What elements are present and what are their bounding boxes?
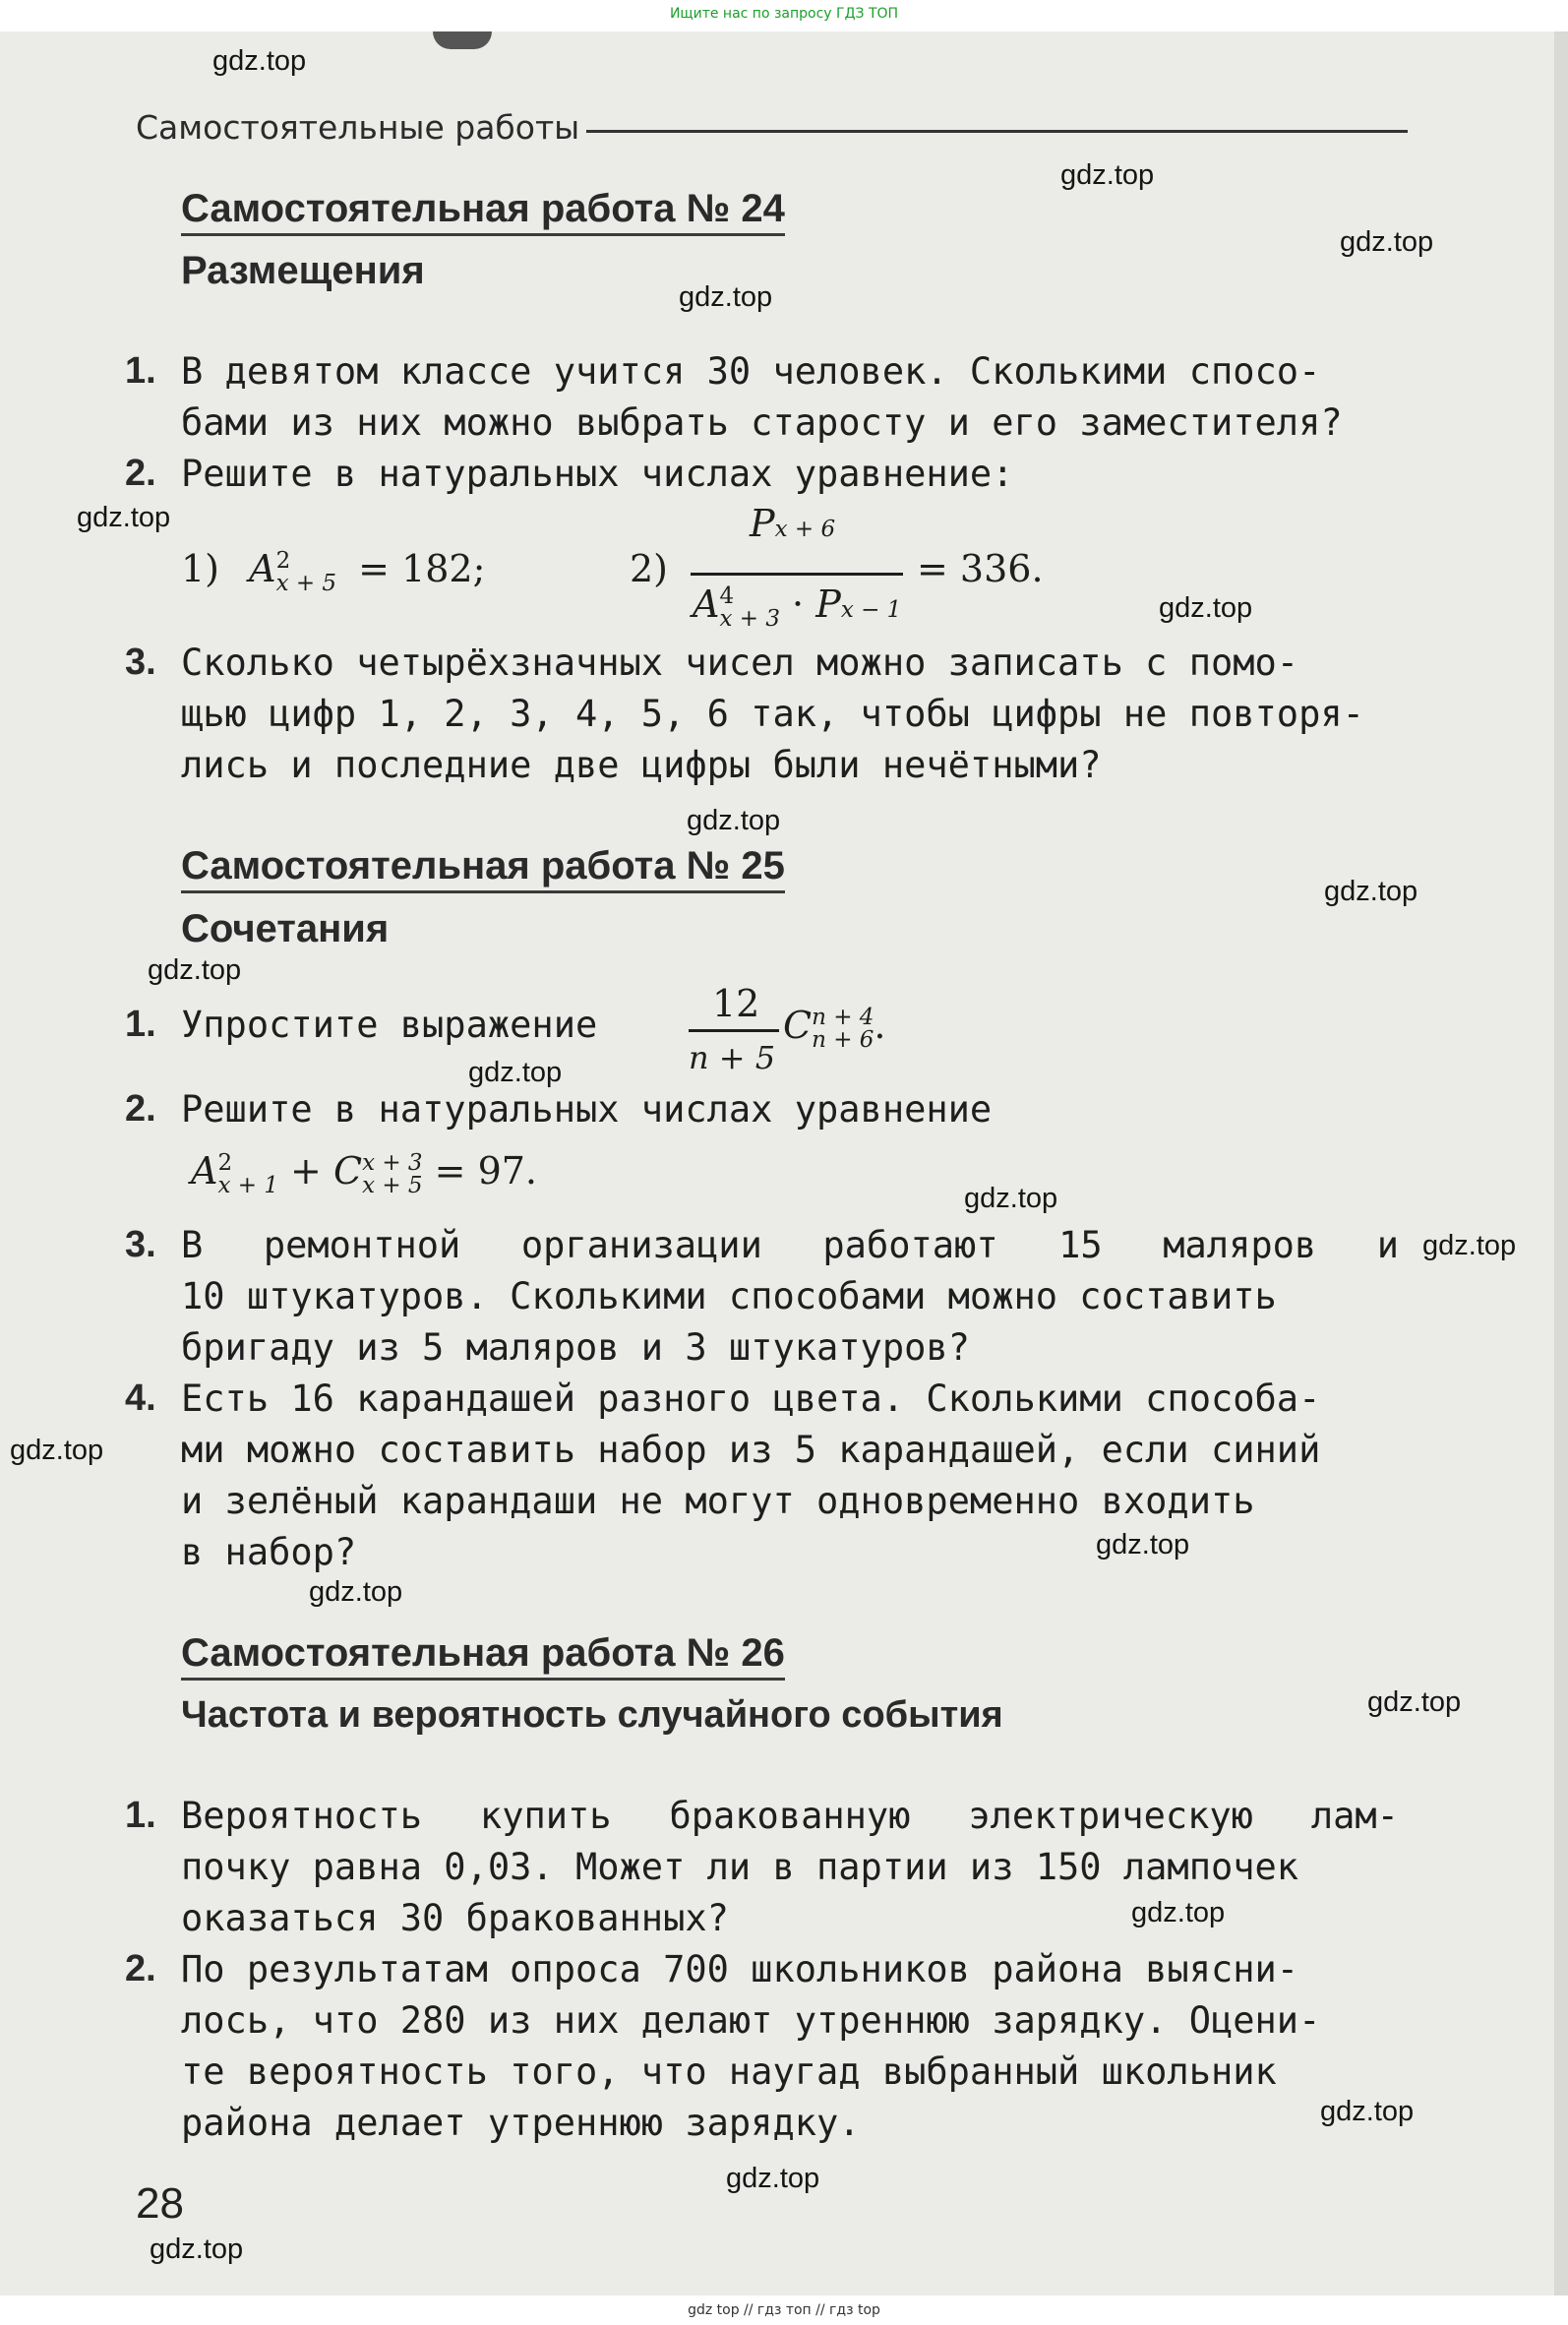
s26-problem-2-line-2: лось, что 280 из них делают утреннюю зарядку. Оцени- — [181, 1999, 1321, 2042]
watermark: gdz.top — [150, 2233, 244, 2265]
s24-problem-2-number: 2. — [125, 453, 156, 494]
eq2-num-sub: x + 6 — [774, 517, 836, 542]
section-25-title: Сочетания — [181, 907, 390, 950]
s26-problem-2-line-1: По результатам опроса 700 школьников района выясни- — [181, 1948, 1299, 1990]
watermark: gdz.top — [1324, 876, 1418, 907]
s25-problem-4-line-3: и зелёный карандаши не могут одновременно входить — [181, 1480, 1255, 1522]
word: организации — [520, 1224, 762, 1266]
s25-eq-A-sub: x + 1 — [217, 1172, 278, 1198]
s25-eq-C: C — [332, 1149, 363, 1193]
section-25-number: Самостоятельная работа № 25 — [181, 844, 785, 893]
word: и — [1376, 1224, 1399, 1266]
s25-eq-plus: + — [290, 1149, 322, 1193]
s25-C: C — [783, 1004, 813, 1047]
s24-problem-3-line-1: Сколько четырёхзначных чисел можно записать с помо- — [181, 642, 1299, 684]
watermark: gdz.top — [148, 954, 242, 986]
watermark: gdz.top — [468, 1057, 563, 1088]
word: маляров — [1163, 1224, 1317, 1266]
section-24-title: Размещения — [181, 249, 425, 292]
watermark: gdz.top — [726, 2163, 820, 2194]
s24-equation-2-label: 2) — [630, 547, 669, 590]
s24-problem-1-number: 1. — [125, 350, 156, 392]
eq2-den-P-sub: x − 1 — [840, 597, 902, 623]
eq2-den-P: P — [815, 582, 841, 626]
eq1-rhs: = 182; — [358, 547, 486, 590]
s25-eq-A: A — [191, 1149, 218, 1193]
s25-equation — [191, 1149, 537, 1197]
word: купить — [479, 1795, 612, 1837]
word: бракованную — [669, 1795, 911, 1837]
section-26-number: Самостоятельная работа № 26 — [181, 1631, 785, 1681]
s25-fraction-bar — [689, 1029, 779, 1032]
s24-problem-3-number: 3. — [125, 642, 156, 683]
s26-problem-1-number: 1. — [125, 1795, 156, 1836]
s25-problem-3-line-1 — [181, 1224, 1399, 1266]
word: 15 — [1058, 1224, 1103, 1266]
watermark: gdz.top — [1367, 1686, 1462, 1718]
s26-problem-2-number: 2. — [125, 1948, 156, 1989]
watermark: gdz.top — [1131, 1897, 1226, 1928]
s24-equation-2-denominator — [693, 582, 901, 631]
eq1-sup: 2 — [275, 547, 291, 574]
eq1-sub: x + 5 — [275, 570, 337, 596]
s24-equation-1 — [181, 547, 485, 595]
s25-problem-1-number: 1. — [125, 1004, 156, 1045]
bottom-banner-text[interactable]: gdz top // гдз топ // гдз top — [688, 2302, 880, 2318]
s26-problem-1-line-1 — [181, 1795, 1399, 1837]
watermark: gdz.top — [1340, 226, 1434, 258]
s25-eq-rhs: = 97. — [434, 1149, 538, 1193]
s25-eq-A-sup: 2 — [217, 1149, 233, 1176]
eq2-num-P: P — [750, 502, 775, 545]
eq2-den-sub: x + 3 — [719, 605, 780, 632]
page-header: Самостоятельные работы — [136, 108, 580, 147]
watermark: gdz.top — [1320, 2096, 1415, 2127]
watermark: gdz.top — [1422, 1230, 1517, 1261]
s25-C-sub: n + 6 — [812, 1026, 874, 1053]
s26-problem-2-line-3: те вероятность того, что наугад выбранный школьник — [181, 2050, 1277, 2093]
s25-problem-2-text: Решите в натуральных числах уравнение — [181, 1088, 993, 1131]
eq1-A: A — [249, 547, 276, 590]
s25-C-sup: n + 4 — [812, 1004, 874, 1030]
watermark: gdz.top — [1159, 592, 1253, 624]
s25-problem-4-number: 4. — [125, 1377, 156, 1419]
eq2-den-dot: · — [792, 582, 805, 626]
s26-problem-1-line-3: оказаться 30 бракованных? — [181, 1897, 729, 1939]
top-banner[interactable] — [0, 0, 1568, 31]
eq2-den-sup: 4 — [719, 582, 735, 609]
s25-end-period: . — [874, 1004, 886, 1047]
s25-problem-4-line-1: Есть 16 карандашей разного цвета. Сколькими способа- — [181, 1377, 1321, 1420]
s25-combination-expression — [783, 1004, 886, 1052]
watermark: gdz.top — [679, 281, 773, 313]
word: ремонтной — [263, 1224, 461, 1266]
s24-problem-3-line-2: щью цифр 1, 2, 3, 4, 5, 6 так, чтобы цифры не повторя- — [181, 693, 1364, 735]
s26-problem-1-line-2: почку равна 0,03. Может ли в партии из 150 лампочек — [181, 1846, 1299, 1888]
watermark: gdz.top — [212, 45, 307, 77]
s24-equation-2-fraction-bar — [691, 573, 903, 576]
top-banner-text[interactable]: Ищите нас по запросу ГДЗ ТОП — [669, 6, 899, 22]
s25-problem-3-line-2: 10 штукатуров. Сколькими способами можно составить — [181, 1275, 1277, 1317]
section-26-title: Частота и вероятность случайного события — [181, 1694, 1003, 1736]
watermark: gdz.top — [964, 1183, 1058, 1214]
page-number: 28 — [136, 2179, 184, 2228]
watermark: gdz.top — [10, 1435, 104, 1466]
watermark: gdz.top — [687, 805, 781, 836]
word: лам- — [1310, 1795, 1399, 1837]
word: работают — [822, 1224, 998, 1266]
s25-problem-3-number: 3. — [125, 1224, 156, 1265]
watermark: gdz.top — [77, 502, 171, 533]
s24-problem-1-line-2: бами из них можно выбрать старосту и его заместителя? — [181, 401, 1343, 444]
page-edge-shadow — [1554, 31, 1568, 2295]
s25-problem-2-number: 2. — [125, 1088, 156, 1130]
word: В — [181, 1224, 204, 1266]
s24-problem-1-line-1: В девятом классе учится 30 человек. Сколькими спосо- — [181, 350, 1321, 393]
s24-equation-2-numerator — [750, 502, 835, 545]
watermark: gdz.top — [1060, 159, 1155, 191]
s24-problem-3-line-3: лись и последние две цифры были нечётными? — [181, 744, 1102, 786]
bottom-banner[interactable] — [0, 2295, 1568, 2325]
s25-fraction-denominator: n + 5 — [689, 1039, 776, 1076]
s25-eq-C-sub: x + 5 — [362, 1172, 423, 1198]
s26-problem-2-line-4: района делает утреннюю зарядку. — [181, 2102, 861, 2144]
scan-artifact — [433, 31, 492, 49]
word: электрическую — [968, 1795, 1253, 1837]
eq2-den-A: A — [693, 582, 720, 626]
s24-problem-2-line-1: Решите в натуральных числах уравнение: — [181, 453, 1014, 495]
s24-equation-2-rhs: = 336. — [917, 547, 1044, 590]
section-24-number: Самостоятельная работа № 24 — [181, 187, 785, 236]
s25-eq-C-sup: x + 3 — [362, 1149, 423, 1176]
s25-problem-4-line-4: в набор? — [181, 1531, 357, 1573]
watermark: gdz.top — [1096, 1529, 1190, 1560]
word: Вероятность — [181, 1795, 423, 1837]
s25-problem-1-text: Упростите выражение — [181, 1004, 598, 1046]
eq1-label: 1) — [181, 547, 220, 590]
s25-fraction-numerator: 12 — [712, 982, 760, 1025]
s25-problem-4-line-2: ми можно составить набор из 5 карандашей, если синий — [181, 1429, 1321, 1471]
s25-problem-3-line-3: бригаду из 5 маляров и 3 штукатуров? — [181, 1326, 970, 1369]
header-rule — [586, 130, 1408, 133]
watermark: gdz.top — [309, 1576, 403, 1608]
